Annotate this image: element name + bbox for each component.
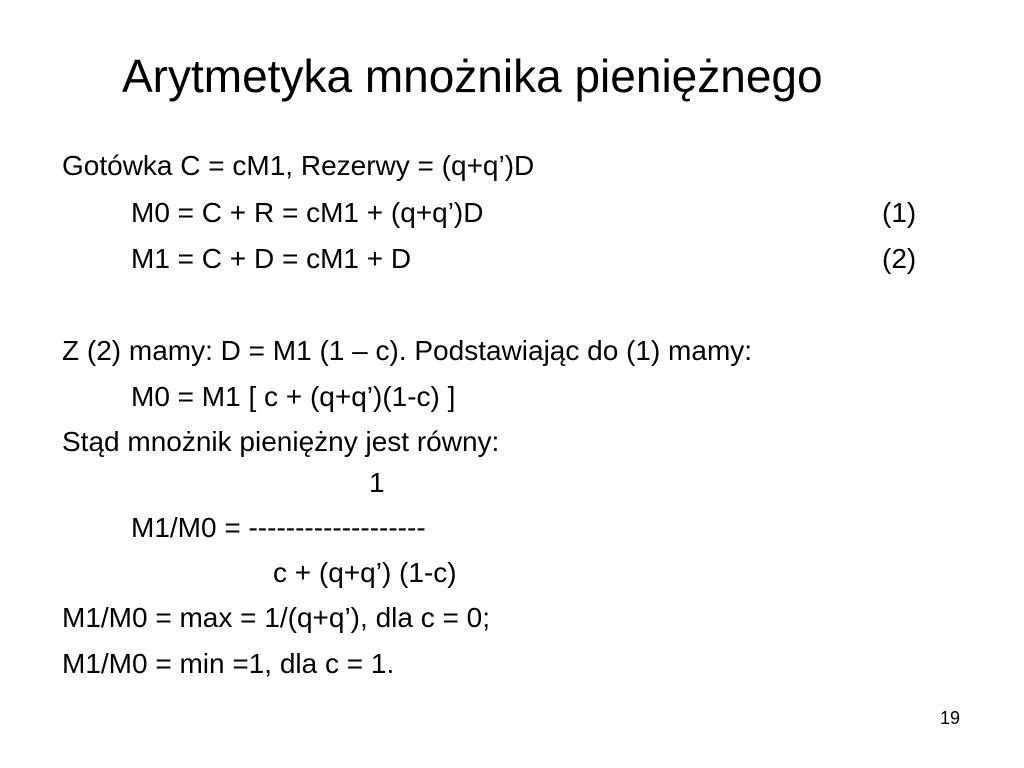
line-m0-formula: M0 = M1 [ c + (q+q’)(1-c) ] (131, 381, 456, 412)
equation-number-1: (1) (882, 197, 917, 228)
fraction-denominator: c + (q+q’) (1-c) (273, 557, 457, 588)
line-max-value: M1/M0 = max = 1/(q+q’), dla c = 0; (62, 602, 490, 633)
equation-number-2: (2) (882, 243, 917, 274)
fraction-numerator: 1 (369, 467, 385, 498)
line-min-value: M1/M0 = min =1, dla c = 1. (62, 648, 395, 679)
slide-title: Arytmetyka mnożnika pieniężnego (122, 50, 823, 102)
line-equation-1: M0 = C + R = cM1 + (q+q’)D (131, 197, 484, 228)
line-multiplier-intro: Stąd mnożnik pieniężny jest równy: (62, 426, 500, 457)
line-substitution: Z (2) mamy: D = M1 (1 – c). Podstawiając do (1) mamy: (62, 335, 753, 366)
page-number: 19 (940, 708, 961, 728)
line-multiplier-fraction: M1/M0 = ------------------- (131, 512, 426, 543)
line-cash-reserves: Gotówka C = cM1, Rezerwy = (q+q’)D (62, 150, 535, 181)
line-equation-2: M1 = C + D = cM1 + D (131, 243, 412, 274)
